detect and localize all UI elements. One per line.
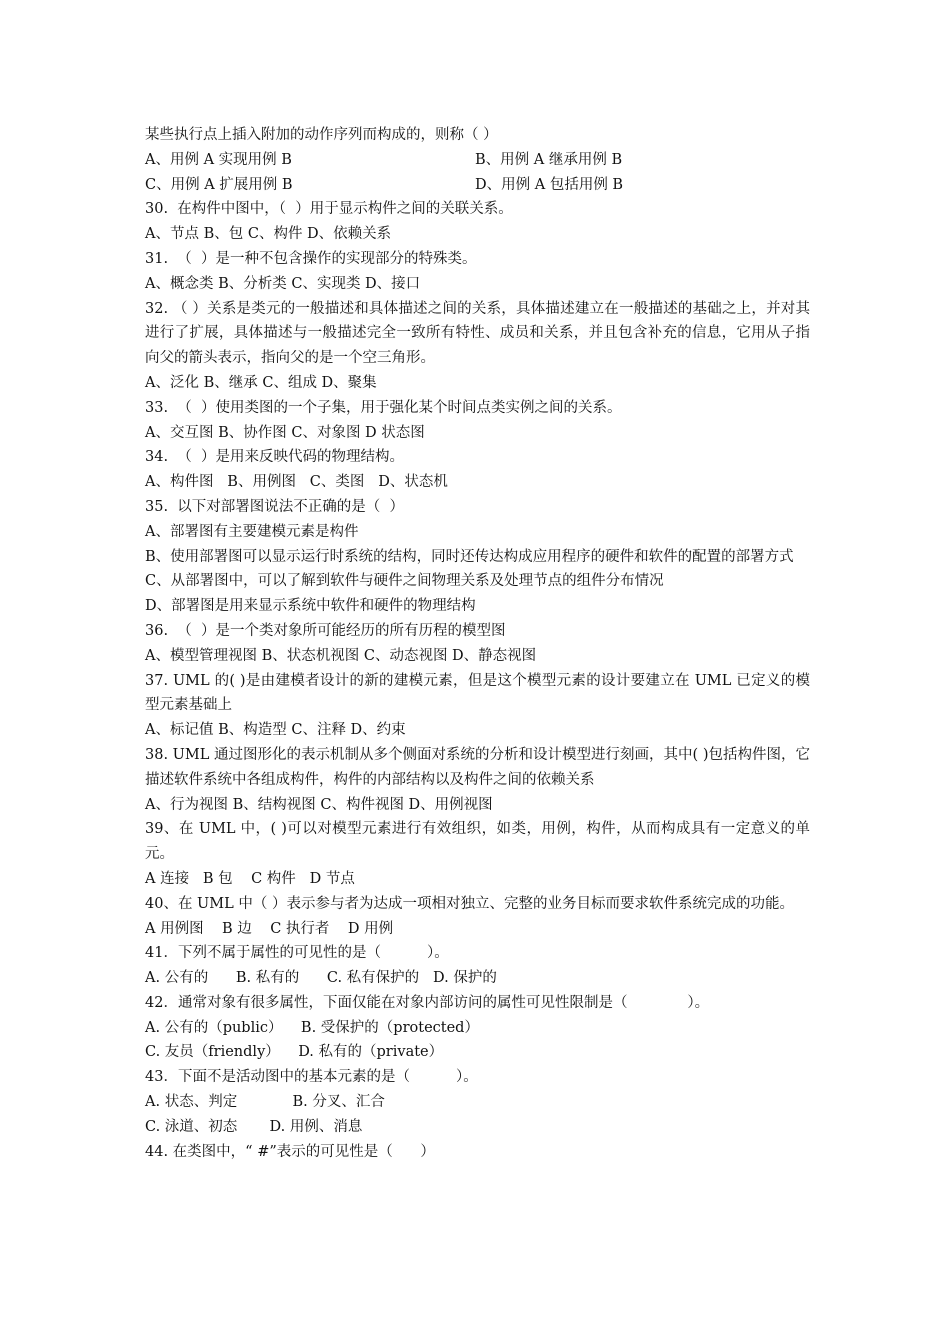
option-35-d: D、部署图是用来显示系统中软件和硬件的物理结构 [145,598,476,615]
question-36: 36. （ ）是一个类对象所可能经历的所有历程的模型图 [145,622,506,639]
options-31: A、概念类 B、分析类 C、实现类 D、接口 [145,275,421,292]
option-d: D、用例 A 包括用例 B [475,176,624,193]
question-41: 41．下列不属于属性的可见性的是（ ）。 [145,945,449,962]
option-c: C、用例 A 扩展用例 B [145,176,293,193]
text-line: 某些执行点上插入附加的动作序列而构成的，则称（ ） [145,127,498,143]
options-43-ab: A. 状态、判定 B. 分叉、汇合 [145,1094,385,1111]
question-30: 30. 在构件中图中，（ ）用于显示构件之间的关联关系。 [145,201,513,218]
question-35: 35. 以下对部署图说法不正确的是（ ） [145,498,404,515]
question-40: 40、在 UML 中（ ）表示参与者为达成一项相对独立、完整的业务目标而要求软件系统完成的功能。 [145,895,794,912]
option-35-b: B、使用部署图可以显示运行时系统的结构，同时还传达构成应用程序的硬件和软件的配置的部署方式 [145,548,794,565]
options-30: A、节点 B、包 C、构件 D、依赖关系 [145,226,392,243]
question-31: 31. （ ）是一种不包含操作的实现部分的特殊类。 [145,250,477,267]
options-42-cd: C. 友员（friendly） D. 私有的（private） [145,1044,444,1061]
options-row [145,173,810,198]
options-37: A、标记值 B、构造型 C、注释 D、约束 [145,722,406,739]
options-39: A 连接 B 包 C 构件 D 节点 [145,870,355,887]
question-44: 44. 在类图中，“ #”表示的可见性是（ ） [145,1143,435,1160]
question-32: 32. （ ）关系是类元的一般描述和具体描述之间的关系，具体描述建立在一般描述的基础之上，并对其进行了扩展，具体描述与一般描述完全一致所有特性、成员和关系，并且包含补充的信息，它用从子指向父的箭头表示，指向父的是一个空三角形。 [145,300,810,367]
options-32: A、泛化 B、继承 C、组成 D、聚集 [145,374,377,391]
document-page [145,123,810,1164]
option-b: B、用例 A 继承用例 B [475,151,623,168]
option-35-a: A、部署图有主要建模元素是构件 [145,523,359,540]
options-38: A、行为视图 B、结构视图 C、构件视图 D、用例视图 [145,796,493,813]
question-33: 33. （ ）使用类图的一个子集，用于强化某个时间点类实例之间的关系。 [145,399,622,416]
option-35-c: C、从部署图中，可以了解到软件与硬件之间物理关系及处理节点的组件分布情况 [145,573,664,590]
options-40: A 用例图 B 边 C 执行者 D 用例 [145,920,394,937]
question-34: 34. （ ）是用来反映代码的物理结构。 [145,449,404,466]
options-row [145,148,810,173]
question-39: 39、在 UML 中，( )可以对模型元素进行有效组织，如类，用例，构件，从而构成具有一定意义的单元。 [145,821,810,863]
options-36: A、模型管理视图 B、状态机视图 C、动态视图 D、静态视图 [145,647,537,664]
options-41: A. 公有的 B. 私有的 C. 私有保护的 D. 保护的 [145,970,497,987]
question-37: 37. UML 的( )是由建模者设计的新的建模元素，但是这个模型元素的设计要建立在 UML 已定义的模型元素基础上 [145,672,810,714]
options-34: A、构件图 B、用例图 C、类图 D、状态机 [145,474,448,491]
options-33: A、交互图 B、协作图 C、对象图 D 状态图 [145,424,425,441]
question-43: 43．下面不是活动图中的基本元素的是（ ）。 [145,1069,478,1086]
options-43-cd: C. 泳道、初态 D. 用例、消息 [145,1118,363,1135]
options-42-ab: A. 公有的（public） B. 受保护的（protected） [145,1019,479,1036]
question-38: 38. UML 通过图形化的表示机制从多个侧面对系统的分析和设计模型进行刻画，其中( )包括构件图，它描述软件系统中各组成构件，构件的内部结构以及构件之间的依赖关系 [145,746,810,788]
option-a: A、用例 A 实现用例 B [145,151,292,168]
question-42: 42．通常对象有很多属性，下面仅能在对象内部访问的属性可见性限制是（ ）。 [145,994,710,1011]
